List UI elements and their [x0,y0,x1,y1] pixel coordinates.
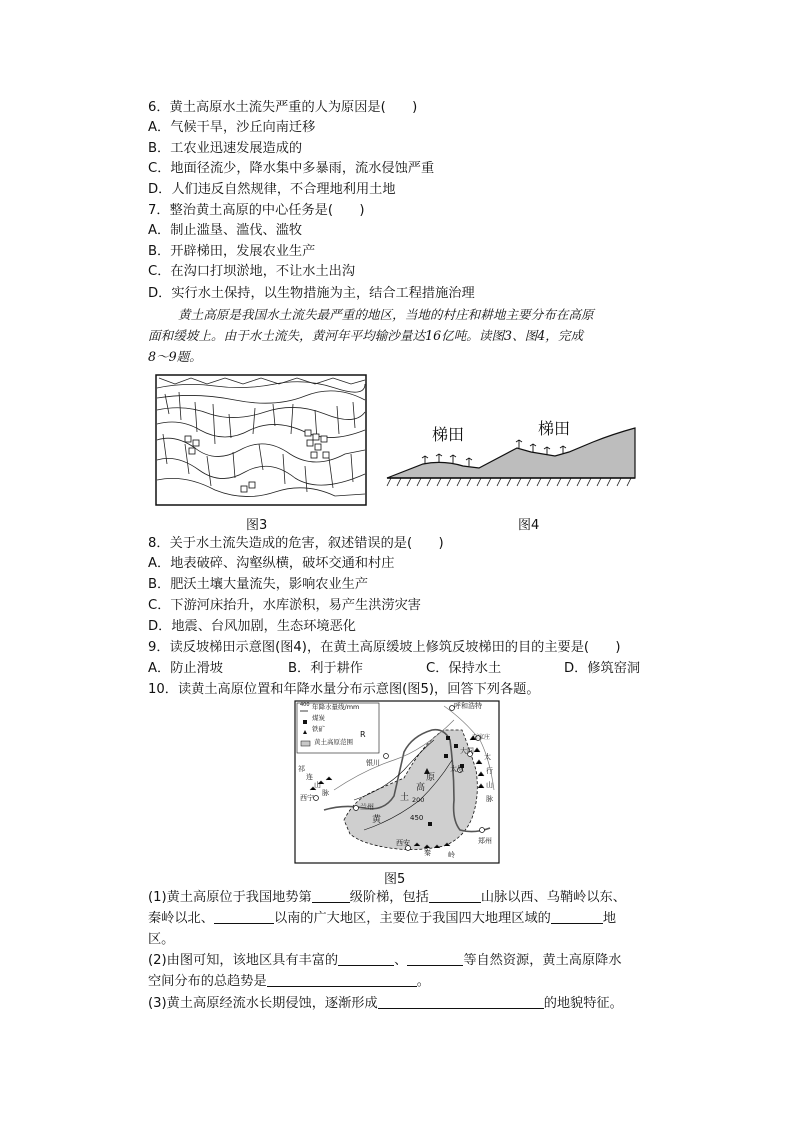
q10-sub1-blank-1[interactable] [312,888,350,903]
map-label-datong: 大同 [460,747,474,755]
q8-option-a: A．地表破碎、沟壑纵横，破坏交通和村庄 [148,556,395,571]
map-label-taihang-3: 山 [486,781,493,789]
map-label-qilian-1: 祁 [298,765,305,773]
q7-option-b: B．开辟梯田，发展农业生产 [148,244,316,259]
map-label-qilian-4: 脉 [322,789,329,797]
q10-sub2-line1 [148,951,622,971]
q6-option-a: A．气候干旱，沙丘向南迁移 [148,120,316,135]
map-label-xining: 西宁 [300,794,314,802]
q10-sub2-text-e: 。 [416,974,430,989]
q10-stem: 10．读黄土高原位置和年降水量分布示意图(图5)，回答下列各题。 [148,682,540,697]
q8-option-b: B．肥沃土壤大量流失，影响农业生产 [148,577,369,592]
map-label-taihang-4: 脉 [486,795,493,803]
q9-option-b: B．利于耕作 [288,661,363,676]
map-label-qinling-2: 岭 [448,851,455,859]
figure-3-landscape-sketch [155,374,367,506]
q10-sub2-text-b: 、 [394,953,408,968]
map-legend-iron: 铁矿 [312,725,325,733]
map-label-qilian-2: 连 [306,773,313,781]
q9-option-a: A．防止滑坡 [148,661,223,676]
q10-sub2-blank-2[interactable] [407,951,463,966]
q10-sub2-blank-3[interactable] [267,972,417,987]
intro-line-3: 8～9题。 [148,349,202,364]
map-label-shijiazhuang: 石家庄 [472,734,491,741]
q8-option-c: C．下游河床抬升，水库淤积，易产生洪涝灾害 [148,598,421,613]
q10-sub1-text-b: 级阶梯，包括 [349,890,429,905]
q7-option-a: A．制止滥垦、滥伐、滥牧 [148,223,303,238]
q10-sub2-text-a: (2)由图可知，该地区具有丰富的 [148,953,339,968]
figure-4-caption: 图4 [518,518,540,533]
q6-stem: 6．黄土高原水土流失严重的人为原因是( ) [148,100,418,115]
q10-sub1-line1 [148,888,626,908]
map-label-yuan: 原 [426,773,436,783]
q10-sub1-text-c: 山脉以西、乌鞘岭以东、 [480,890,626,905]
map-label-lanzhou: 兰州 [360,803,374,811]
q9-option-d: D．修筑窑洞 [564,661,641,676]
map-legend-isohyet-tick: 400 [300,702,310,708]
q10-sub3-blank-1[interactable] [378,994,544,1009]
q10-sub1-text-e: 以南的广大地区，主要位于我国四大地理区域的 [273,911,551,926]
q10-sub1-text-d: 秦岭以北、 [148,911,214,926]
map-label-zhengzhou: 郑州 [478,837,492,845]
map-label-isohyet-200: 200 [412,796,425,804]
q10-sub1-text-a: (1)黄土高原位于我国地势第 [148,890,312,905]
map-label-huang: 黄 [372,815,382,825]
intro-line-1: 黄土高原是我国水土流失最严重的地区，当地的村庄和耕地主要分布在高原 [178,307,594,322]
q10-sub2-text-c: 等自然资源，黄土高原降水 [463,953,622,968]
map-label-hohhot: 呼和浩特 [454,702,482,710]
q7-option-d: D．实行水土保持，以生物措施为主，结合工程措施治理 [148,286,475,301]
map-legend-coal: 煤炭 [312,714,325,722]
q9-stem: 9．读反坡梯田示意图(图4)，在黄土高原缓坡上修筑反坡梯田的目的主要是( ) [148,640,621,655]
map-label-qinling-1: 秦 [424,849,431,857]
map-label-river-r: R [360,730,366,739]
q10-sub1-text-f: 地 [602,911,617,926]
q8-option-d: D．地震、台风加剧，生态环境恶化 [148,619,356,634]
q10-sub3-line [148,994,623,1014]
map-label-taiyuan: 太原 [450,765,464,773]
figure-4-label-right: 梯田 [538,419,571,438]
map-legend-isohyet: 年降水量线/mm [312,703,360,711]
map-label-tu: 土 [400,793,410,803]
q10-sub3-text-b: 的地貌特征。 [543,996,623,1011]
map-label-isohyet-450: 450 [410,814,424,822]
intro-line-2: 面和缓坡上。由于水土流失，黄河年平均输沙量达16亿吨。读图3、图4，完成 [148,328,584,343]
q7-stem: 7．整治黄土高原的中心任务是( ) [148,203,365,218]
q8-stem: 8．关于水土流失造成的危害，叙述错误的是( ) [148,536,444,551]
q10-sub2-blank-1[interactable] [338,951,394,966]
q9-option-c: C．保持水土 [426,661,502,676]
q7-option-c: C．在沟口打坝淤地，不让水土出沟 [148,264,356,279]
map-label-gao: 高 [416,783,426,793]
map-label-xian: 西安 [396,839,410,847]
figure-4-terrace-diagram [383,414,639,490]
q10-sub1-blank-2[interactable] [429,888,481,903]
map-label-taihang-2: 行 [486,767,493,775]
q6-option-b: B．工农业迅速发展造成的 [148,141,303,156]
q10-sub1-text-g: 区。 [148,932,175,947]
q6-option-c: C．地面径流少，降水集中多暴雨，流水侵蚀严重 [148,161,435,176]
figure-4-label-left: 梯田 [432,425,465,444]
figure-5-caption: 图5 [384,872,406,887]
q6-option-d: D．人们违反自然规律，不合理地利用土地 [148,182,396,197]
q10-sub1-blank-4[interactable] [551,909,603,924]
map-label-taihang-1: 太 [484,753,491,761]
q10-sub1-blank-3[interactable] [214,909,274,924]
q10-sub3-text-a: (3)黄土高原经流水长期侵蚀，逐渐形成 [148,996,378,1011]
figure-3-caption: 图3 [246,518,268,533]
q10-sub2-text-d: 空间分布的总趋势是 [148,974,267,989]
map-label-qilian-3: 山 [314,781,321,789]
q10-sub2-line2 [148,972,430,992]
map-label-yinchuan: 银川 [366,759,380,767]
map-legend-plateau: 黄土高原范围 [314,738,353,746]
q10-sub1-line2 [148,909,616,929]
